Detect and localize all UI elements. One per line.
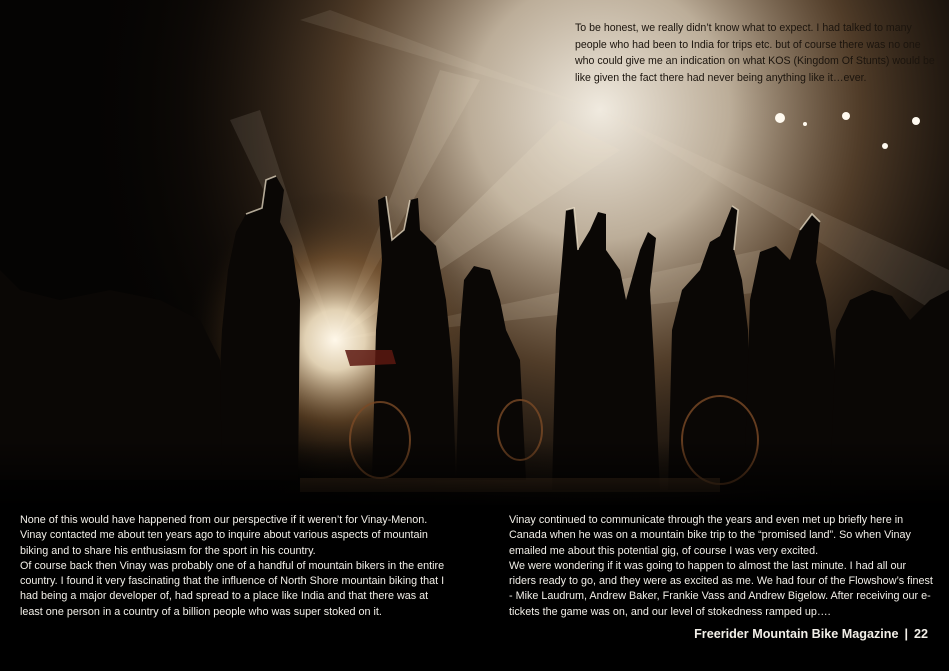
magazine-name: Freerider Mountain Bike Magazine [694, 627, 899, 641]
right-paragraph-1: Vinay continued to communicate through the years and even met up briefly here in Canada when he was on a mountain bike trip to the “promised land”. So when Vinay emailed me about this potential gig, of course I was very excited. [509, 514, 911, 557]
page-footer [694, 627, 928, 641]
right-column [509, 513, 934, 620]
left-paragraph-2: Of course back then Vinay was probably one of a handful of mountain bikers in the entire country. I found it very fascinating that the influence of North Shore mountain biking that I had being a major developer of, had spread to a place like India and that there was at least one person in a country of a billion people who was super stoked on it. [20, 559, 445, 618]
footer-separator: | [904, 627, 908, 641]
page-number: 22 [913, 627, 928, 641]
right-paragraph-2: We were wondering if it was going to happen to almost the last minute. I had all our riders ready to go, and they were as excited as me. We had four of the Flowshow’s finest - Mike Laudrum, Andrew Baker, Frankie Vass and Andrew Bigelow. After receiving our e-tickets the game was on, and our level of stokedness ramped up…. [509, 559, 933, 618]
intro-paragraph: To be honest, we really didn’t know what to expect. I had talked to many people who had been to India for trips etc. but of course there was no one who could give me an indication on what KOS (Kingdom Of Stunts) would be like given the fact there had never being anything like it…ever. [575, 22, 935, 84]
left-paragraph-1: None of this would have happened from our perspective if it weren’t for Vinay-Menon. Vinay contacted me about ten years ago to inquire about various aspects of mountain biking and to share his enthusiasm for the sport in his country. [20, 514, 428, 557]
left-column [20, 513, 446, 620]
